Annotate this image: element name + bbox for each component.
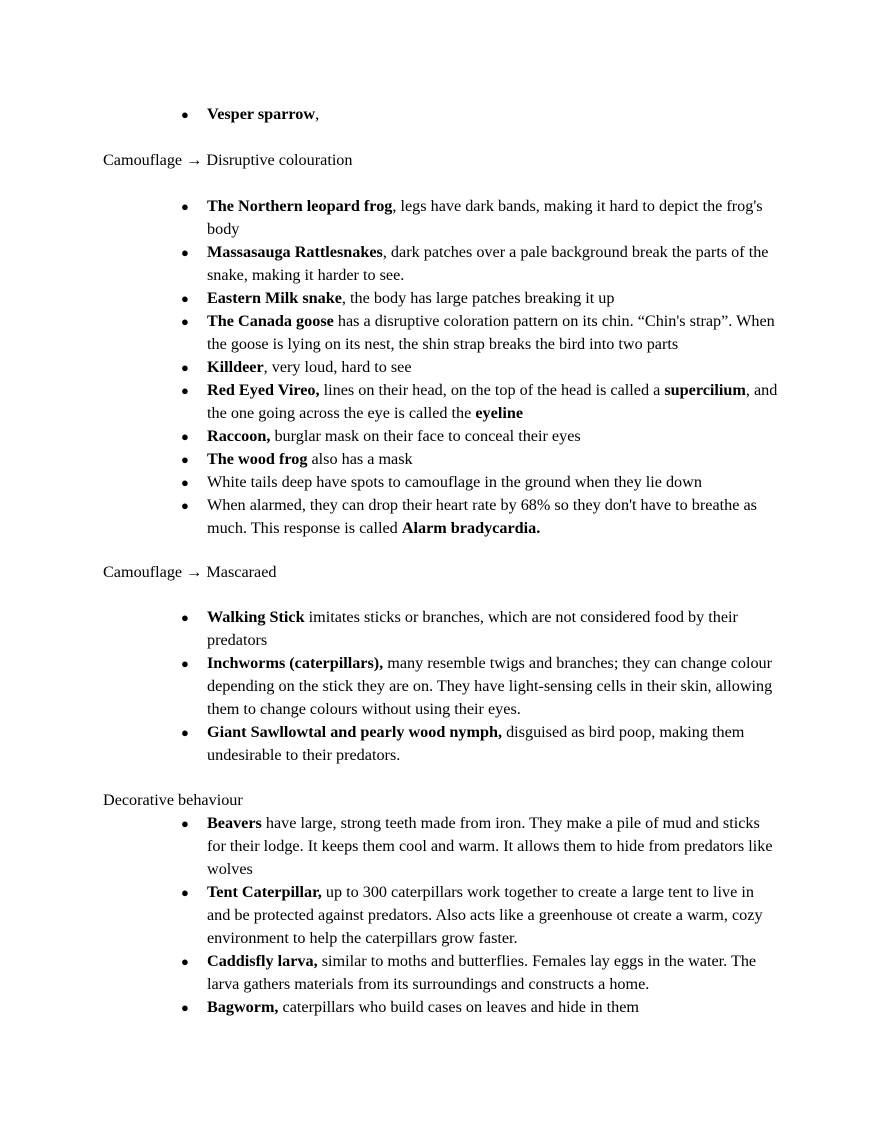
list-item: ● Red Eyed Vireo, lines on their head, on the top of the head is called a supercilium, and the one going across the eye is called the eyeline	[181, 381, 778, 422]
bullet-icon: ●	[181, 656, 189, 671]
list-item: ● Tent Caterpillar, up to 300 caterpillars work together to create a large tent to live in and be protected against predators. Also acts like a greenhouse ot create a warm, cozy environment to help the caterpillars grow faster.	[181, 883, 763, 947]
list-item: ● The wood frog also has a mask	[181, 448, 781, 471]
bullet-icon: ●	[181, 475, 189, 490]
list-item: ● White tails deep have spots to camouflage in the ground when they lie down	[181, 471, 781, 494]
bullet-icon: ●	[181, 1000, 189, 1015]
section-heading-disruptive-colouration: Camouflage → Disruptive colouration	[103, 151, 353, 169]
intro-list	[181, 103, 781, 126]
disruptive-colouration-list	[181, 195, 781, 540]
list-item: ● Beavers have large, strong teeth made from iron. They make a pile of mud and sticks for their lodge. It keeps them cool and warm. It allows them to hide from predators like wolves	[181, 814, 773, 878]
bullet-icon: ●	[181, 452, 189, 467]
list-item: ● Vesper sparrow,	[181, 103, 781, 126]
list-item: ● Massasauga Rattlesnakes, dark patches over a pale background break the parts of the snake, making it harder to see.	[181, 243, 769, 284]
list-item: ● The Canada goose has a disruptive coloration pattern on its chin. “Chin's strap”. When the goose is lying on its nest, the shin strap breaks the bird into two parts	[181, 312, 775, 353]
list-item: ● Caddisfly larva, similar to moths and butterflies. Females lay eggs in the water. The larva gathers materials from its surroundings and constructs a home.	[181, 952, 757, 993]
list-item: ● Bagworm, caterpillars who build cases on leaves and hide in them	[181, 996, 781, 1019]
mascaraed-list	[181, 606, 781, 767]
list-item: ● Eastern Milk snake, the body has large patches breaking it up	[181, 287, 781, 310]
list-item: ● Giant Sawllowtal and pearly wood nymph, disguised as bird poop, making them undesirable to their predators.	[181, 723, 745, 764]
bullet-icon: ●	[181, 725, 189, 740]
bullet-icon: ●	[181, 429, 189, 444]
decorative-behaviour-list	[181, 812, 781, 1019]
bullet-icon: ●	[181, 816, 189, 831]
bullet-icon: ●	[181, 360, 189, 375]
list-item: ● The Northern leopard frog, legs have dark bands, making it hard to depict the frog's body	[181, 197, 763, 238]
bullet-icon: ●	[181, 498, 189, 513]
bullet-icon: ●	[181, 107, 189, 122]
bullet-icon: ●	[181, 314, 189, 329]
bullet-icon: ●	[181, 885, 189, 900]
bullet-icon: ●	[181, 610, 189, 625]
section-heading-decorative-behaviour: Decorative behaviour	[103, 791, 243, 809]
bullet-icon: ●	[181, 383, 189, 398]
list-item: ● Walking Stick imitates sticks or branches, which are not considered food by their predators	[181, 608, 738, 649]
section-heading-mascaraed: Camouflage → Mascaraed	[103, 563, 277, 581]
bullet-icon: ●	[181, 245, 189, 260]
list-item: ● Raccoon, burglar mask on their face to conceal their eyes	[181, 425, 781, 448]
bullet-icon: ●	[181, 291, 189, 306]
bullet-icon: ●	[181, 199, 189, 214]
list-item: ● When alarmed, they can drop their heart rate by 68% so they don't have to breathe as much. This response is called Alarm bradycardia.	[181, 496, 757, 537]
list-item: ● Killdeer, very loud, hard to see	[181, 356, 781, 379]
bullet-icon: ●	[181, 954, 189, 969]
list-item: ● Inchworms (caterpillars), many resemble twigs and branches; they can change colour depending on the stick they are on. They have light-sensing cells in their skin, allowing them to change colours without using their eyes.	[181, 654, 773, 718]
